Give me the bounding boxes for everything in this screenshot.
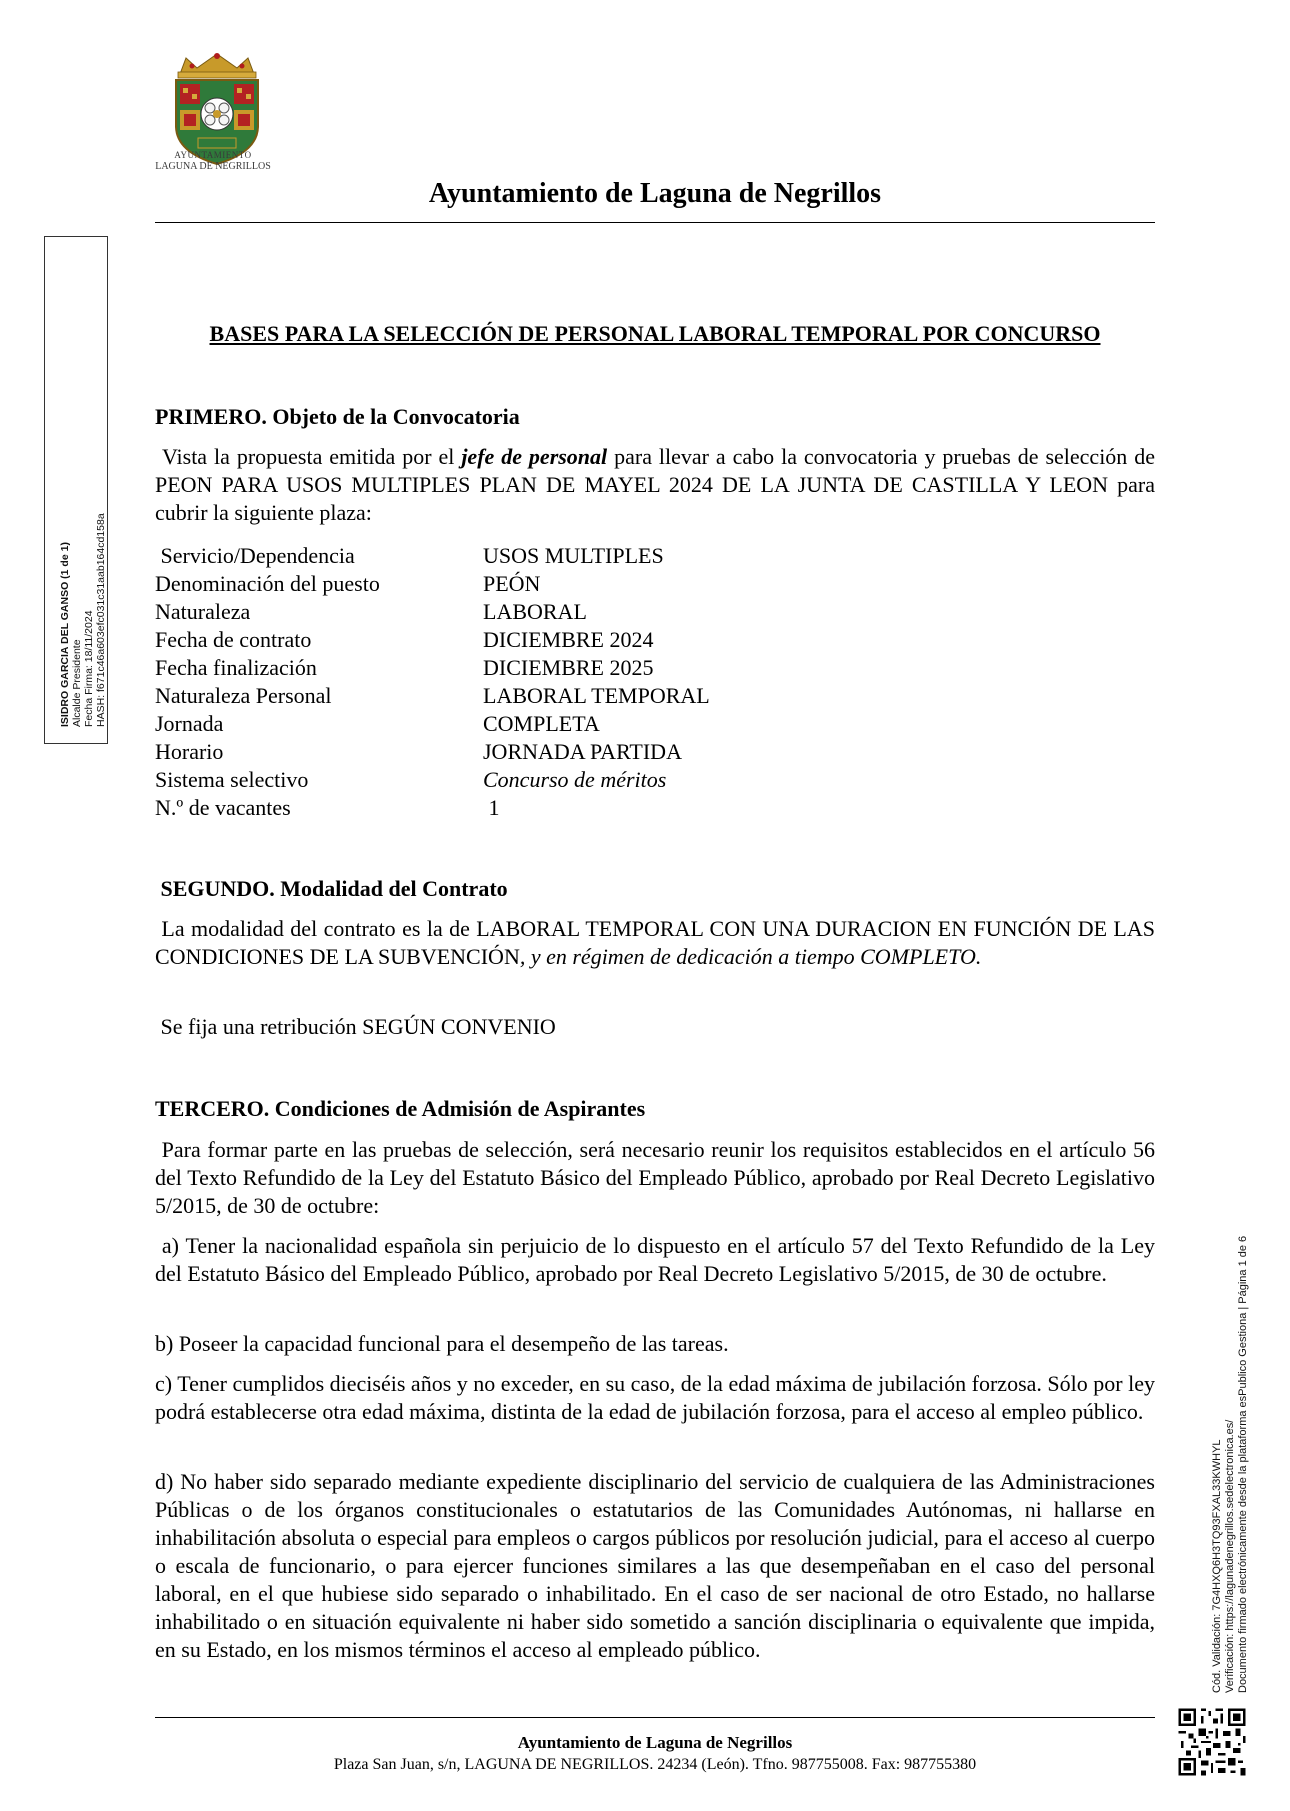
row-label: Servicio/Dependencia xyxy=(160,543,355,568)
row-label: Fecha de contrato xyxy=(155,627,312,652)
footer-divider xyxy=(155,1717,1155,1718)
table-row xyxy=(155,710,1155,738)
row-value: Concurso de méritos xyxy=(483,767,667,792)
validation-code: Cód. Validación: 7G4HXQ6H3TQ93FXAL33KWHYL xyxy=(1211,1439,1223,1693)
row-label: N.º de vacantes xyxy=(155,795,291,820)
qr-code xyxy=(1176,1706,1248,1778)
row-value: LABORAL xyxy=(483,599,587,624)
s1-text-after: para llevar a cabo la convocatoria y pruebas de selección de PEON PARA USOS MULTIPLES PLAN DE MAYEL 2024 DE LA JUNTA DE CASTILLA Y LEON para cubrir la siguiente plaza: xyxy=(155,444,1156,525)
table-row xyxy=(155,626,1155,654)
document-title: BASES PARA LA SELECCIÓN DE PERSONAL LABORAL TEMPORAL POR CONCURSO xyxy=(209,321,1101,346)
platform-note: Documento firmado electrónicamente desde la plataforma esPublico Gestiona | Página 1 de 6 xyxy=(1237,1235,1249,1693)
table-row xyxy=(155,654,1155,682)
section-2-paragraph xyxy=(155,915,1155,971)
row-value: DICIEMBRE 2025 xyxy=(483,655,654,680)
logo-caption-ayuntamiento: AYUNTAMIENTO xyxy=(174,150,252,160)
s2-text-before: La modalidad del contrato es la de LABORAL TEMPORAL CON UNA DURACION EN FUNCIÓN DE LAS CONDICIONES DE LA SUBVENCIÓN xyxy=(155,916,1155,969)
signature-date: Fecha Firma: 18/11/2024 xyxy=(83,610,95,727)
row-value: COMPLETA xyxy=(483,711,600,736)
table-row xyxy=(155,598,1155,626)
table-row xyxy=(155,794,1155,822)
requirement-c: c) Tener cumplidos dieciséis años y no exceder, en su caso, de la edad máxima de jubilación forzosa. Sólo por ley podrá establecerse otra edad máxima, distinta de la edad de jubilación forzosa, para el acceso al empleo público. xyxy=(155,1371,1155,1424)
section-3-paragraph: Para formar parte en las pruebas de selección, será necesario reunir los requisitos establecidos en el artículo 56 del Texto Refundido de la Ley del Estatuto Básico del Empleado Público, aprobado por Real Decreto Legislativo 5/2015, de 30 de octubre: xyxy=(155,1137,1155,1218)
row-value: DICIEMBRE 2024 xyxy=(483,627,654,652)
footer-address: Plaza San Juan, s/n, LAGUNA DE NEGRILLOS. 24234 (León). Tfno. 987755008. Fax: 987755380 xyxy=(333,1756,977,1773)
s1-text-before: Vista la propuesta emitida por el xyxy=(161,444,462,469)
table-row xyxy=(155,542,1155,570)
section-2-heading: SEGUNDO. Modalidad del Contrato xyxy=(160,876,508,901)
row-value: PEÓN xyxy=(483,571,541,596)
requirement-d: d) No haber sido separado mediante expediente disciplinario del servicio de cualquiera de las Administraciones Públicas o de los órganos constitucionales o estatutarios de las Comunidades Autónomas, ni hallarse en inhabilitación absoluta o especial para empleos o cargos públicos por resolución judicial, para el acceso al cuerpo o escala de funcionario, o para ejercer funciones similares a las que desempeñaban en el caso del personal laboral, en el que hubiese sido separado o inhabilitado. En el caso de ser nacional de otro Estado, no hallarse inhabilitado o en situación equivalente ni haber sido sometido a sanción disciplinaria o equivalente que impida, en su Estado, en los mismos términos el acceso al empleado público. xyxy=(155,1469,1155,1662)
row-label: Naturaleza xyxy=(155,599,251,624)
s1-text-emphasis: jefe de personal xyxy=(461,444,608,469)
signature-hash: HASH: f671c46a603efc031c31aab164cd158a xyxy=(95,513,107,727)
requirement-a: a) Tener la nacionalidad española sin perjuicio de lo dispuesto en el artículo 57 del Texto Refundido de la Ley del Estatuto Básico del Empleado Público, aprobado por Real Decreto Legislativo 5/2015, de 30 de octubre. xyxy=(155,1233,1155,1286)
row-value: USOS MULTIPLES xyxy=(483,543,664,568)
s2-text-emphasis: , y en régimen de dedicación a tiempo COMPLETO. xyxy=(519,944,982,969)
table-row xyxy=(155,766,1155,794)
row-label: Fecha finalización xyxy=(155,655,317,680)
signature-text xyxy=(59,257,107,727)
row-value: LABORAL TEMPORAL xyxy=(483,683,710,708)
section-2-salary: Se fija una retribución SEGÚN CONVENIO xyxy=(160,1014,556,1039)
table-row xyxy=(155,570,1155,598)
row-label: Denominación del puesto xyxy=(155,571,380,596)
logo-caption-municipality: LAGUNA DE NEGRILLOS xyxy=(155,161,271,172)
row-label: Sistema selectivo xyxy=(155,767,309,792)
signature-box xyxy=(44,236,108,744)
row-value: 1 xyxy=(488,795,500,820)
section-1-heading: PRIMERO. Objeto de la Convocatoria xyxy=(155,404,520,429)
row-label: Naturaleza Personal xyxy=(155,683,332,708)
section-3-heading: TERCERO. Condiciones de Admisión de Aspirantes xyxy=(155,1096,646,1121)
header-title: Ayuntamiento de Laguna de Negrillos xyxy=(428,178,882,209)
header-divider xyxy=(155,222,1155,223)
row-label: Horario xyxy=(155,739,224,764)
position-details-table xyxy=(155,542,1155,822)
row-label: Jornada xyxy=(155,711,224,736)
row-value: JORNADA PARTIDA xyxy=(483,739,682,764)
section-1-paragraph xyxy=(155,443,1155,527)
footer-name: Ayuntamiento de Laguna de Negrillos xyxy=(517,1733,793,1752)
verification-url: Verificación: https://lagunadenegrillos.sedelectronica.es/ xyxy=(1224,1419,1236,1693)
signature-role: Alcalde Presidente xyxy=(71,639,83,727)
signature-signer: ISIDRO GARCIA DEL GANSO (1 de 1) xyxy=(59,542,71,727)
table-row xyxy=(155,738,1155,766)
table-row xyxy=(155,682,1155,710)
requirement-b: b) Poseer la capacidad funcional para el desempeño de las tareas. xyxy=(155,1331,729,1356)
verification-text xyxy=(1211,1133,1250,1693)
